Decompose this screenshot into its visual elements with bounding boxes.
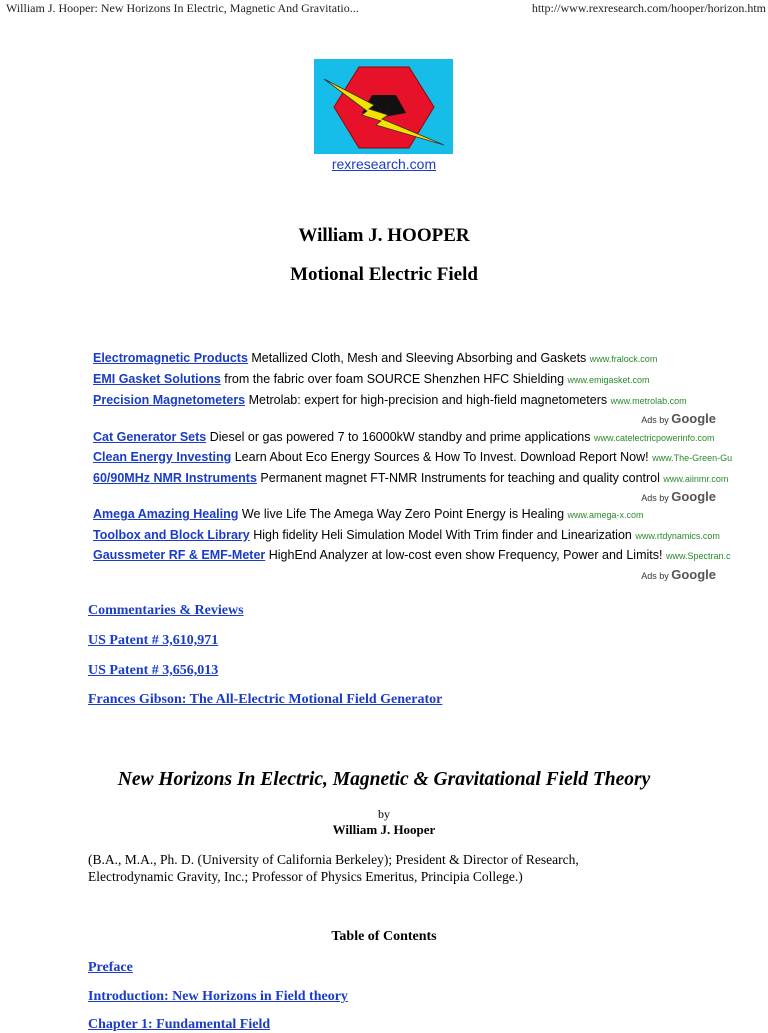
toc-link-introduction[interactable]: Introduction: New Horizons in Field theory: [88, 989, 348, 1004]
ads-by-google[interactable]: [641, 567, 716, 582]
ad-link[interactable]: Precision Magnetometers: [93, 393, 246, 407]
ad-url[interactable]: www.The-Green-Gu: [652, 453, 733, 463]
rexresearch-logo[interactable]: [314, 59, 453, 154]
ad-text: Permanent magnet FT-NMR Instruments for teaching and quality control: [260, 471, 660, 485]
ad-url[interactable]: www.fralock.com: [589, 354, 658, 364]
ad-url[interactable]: www.aiinmr.com: [663, 474, 729, 484]
ad-text: HighEnd Analyzer at low-cost even show Frequency, Power and Limits!: [268, 548, 663, 562]
ads-by-google[interactable]: [641, 411, 716, 426]
ads-by-google[interactable]: [641, 489, 716, 504]
hexagon-lightning-logo-icon: [314, 59, 453, 154]
ads-by-label: Ads by: [641, 571, 669, 581]
ad-item[interactable]: [93, 548, 730, 562]
patent-link-1[interactable]: US Patent # 3,610,971: [88, 633, 219, 648]
google-logo-text: Google: [671, 567, 716, 582]
ad-item[interactable]: [93, 471, 728, 485]
google-logo-text: Google: [671, 411, 716, 426]
ad-link[interactable]: Clean Energy Investing: [93, 450, 232, 464]
ad-link[interactable]: Electromagnetic Products: [93, 351, 248, 365]
author-heading: William J. HOOPER: [298, 225, 470, 246]
toc-link-preface[interactable]: Preface: [88, 960, 133, 975]
ad-item[interactable]: [93, 351, 657, 365]
patent-link-2[interactable]: US Patent # 3,656,013: [88, 663, 219, 678]
commentaries-link[interactable]: Commentaries & Reviews: [88, 603, 244, 618]
ad-item[interactable]: [93, 393, 687, 407]
author-credentials: (B.A., M.A., Ph. D. (University of California Berkeley); President & Director of Research, Electrodynamic Gravity, Inc.; Professor of Physics Emeritus, Principia College.): [88, 852, 579, 884]
ad-link[interactable]: EMI Gasket Solutions: [93, 372, 221, 386]
article-title: New Horizons In Electric, Magnetic & Gravitational Field Theory: [117, 769, 651, 790]
page-url: http://www.rexresearch.com/hooper/horizon.htm: [531, 1, 766, 15]
article-author: William J. Hooper: [332, 822, 436, 837]
ad-url[interactable]: www.rtdynamics.com: [635, 531, 720, 541]
ads-by-label: Ads by: [641, 415, 669, 425]
ad-text: Learn About Eco Energy Sources & How To Invest. Download Report Now!: [234, 450, 649, 464]
page-title: William J. Hooper: New Horizons In Electric, Magnetic And Gravitatio...: [6, 1, 359, 15]
ad-text: Metallized Cloth, Mesh and Sleeving Absorbing and Gaskets: [251, 351, 587, 365]
ad-link[interactable]: Toolbox and Block Library: [93, 528, 250, 542]
subject-heading: Motional Electric Field: [290, 264, 478, 285]
toc-link-chapter-1[interactable]: Chapter 1: Fundamental Field: [88, 1017, 271, 1032]
ad-link[interactable]: Cat Generator Sets: [93, 430, 207, 444]
ad-url[interactable]: www.amega-x.com: [567, 510, 644, 520]
ad-item[interactable]: [93, 450, 732, 464]
ad-text: from the fabric over foam SOURCE Shenzhen HFC Shielding: [224, 372, 565, 386]
ad-item[interactable]: [93, 430, 715, 444]
ad-item[interactable]: [93, 528, 720, 542]
ad-url[interactable]: www.emigasket.com: [567, 375, 650, 385]
ad-link[interactable]: Gaussmeter RF & EMF-Meter: [93, 548, 266, 562]
print-header: [0, 0, 768, 20]
ad-item[interactable]: [93, 507, 644, 521]
google-logo-text: Google: [671, 489, 716, 504]
divider: [200, 184, 567, 186]
ad-url[interactable]: www.Spectran.c: [665, 551, 731, 561]
ads-by-label: Ads by: [641, 493, 669, 503]
ad-text: Diesel or gas powered 7 to 16000kW standby and prime applications: [209, 430, 591, 444]
ad-link[interactable]: 60/90MHz NMR Instruments: [93, 471, 257, 485]
ad-url[interactable]: www.metrolab.com: [610, 396, 687, 406]
byline-label: by: [378, 807, 390, 821]
ad-text: High fidelity Heli Simulation Model With Trim finder and Linearization: [253, 528, 632, 542]
gibson-link[interactable]: Frances Gibson: The All-Electric Motional Field Generator: [88, 692, 443, 707]
ad-url[interactable]: www.catelectricpowerinfo.com: [593, 433, 715, 443]
ad-text: We live Life The Amega Way Zero Point Energy is Healing: [241, 507, 565, 521]
ad-link[interactable]: Amega Amazing Healing: [93, 507, 239, 521]
ad-item[interactable]: [93, 372, 650, 386]
divider: [200, 589, 567, 591]
ad-text: Metrolab: expert for high-precision and high-field magnetometers: [248, 393, 608, 407]
toc-heading: Table of Contents: [331, 929, 437, 944]
rexresearch-link[interactable]: rexresearch.com: [331, 156, 437, 172]
